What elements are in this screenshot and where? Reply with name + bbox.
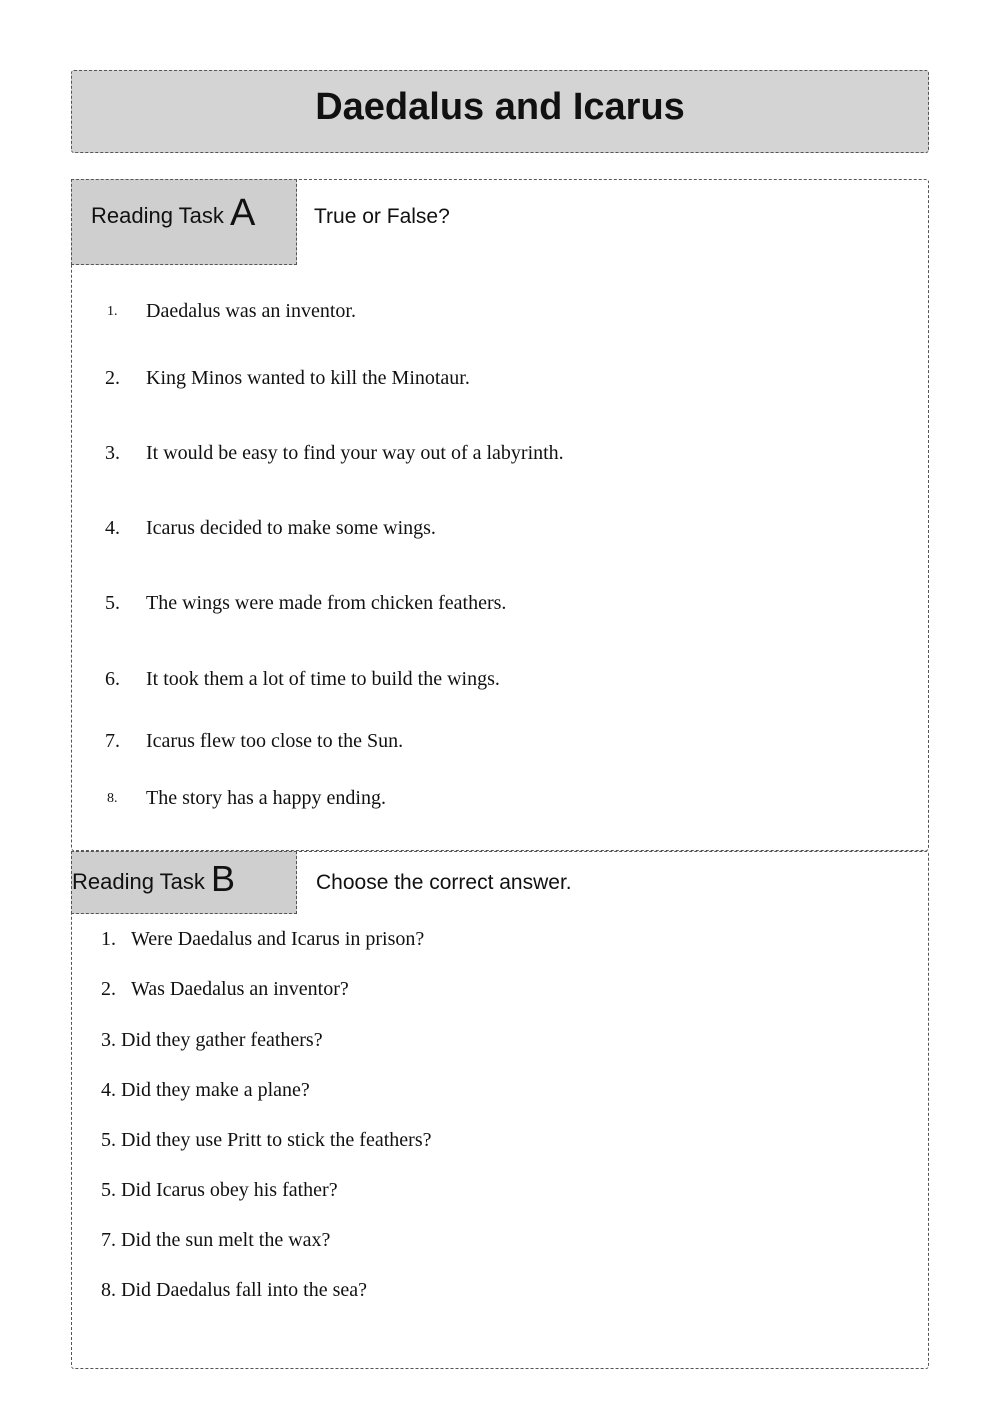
item-text: King Minos wanted to kill the Minotaur. <box>146 367 470 389</box>
list-item: 3. Did they gather feathers? <box>101 1029 323 1051</box>
item-text: It took them a lot of time to build the wings. <box>146 668 500 690</box>
item-text: Icarus decided to make some wings. <box>146 517 436 539</box>
item-text: Was Daedalus an inventor? <box>131 978 349 1000</box>
list-item: 5. Did Icarus obey his father? <box>101 1179 338 1201</box>
task-a-letter: A <box>230 192 256 234</box>
task-b-label: Reading Task <box>72 869 205 894</box>
item-number: 1. <box>101 928 116 950</box>
task-b-letter: B <box>211 858 236 899</box>
item-number: 4. <box>105 517 120 539</box>
list-item: 8. Did Daedalus fall into the sea? <box>101 1279 368 1301</box>
page-title: Daedalus and Icarus <box>315 86 685 128</box>
title-banner <box>71 70 929 153</box>
item-text: The story has a happy ending. <box>146 787 386 809</box>
item-number: 6. <box>105 668 120 690</box>
item-number: 8. <box>107 791 118 806</box>
item-number: 3. <box>105 442 120 464</box>
item-number: 7. <box>105 730 120 752</box>
task-a-tab <box>71 179 297 265</box>
item-number: 1. <box>107 304 118 319</box>
item-text: The wings were made from chicken feathers. <box>146 592 507 614</box>
item-text: Daedalus was an inventor. <box>146 300 356 322</box>
list-item: 7. Did the sun melt the wax? <box>101 1229 331 1251</box>
task-b-tab <box>71 851 297 914</box>
list-item: 5. Did they use Pritt to stick the feathers? <box>101 1129 432 1151</box>
task-b-instruction: Choose the correct answer. <box>316 871 572 894</box>
item-number: 2. <box>101 978 116 1000</box>
item-number: 2. <box>105 367 120 389</box>
item-text: Icarus flew too close to the Sun. <box>146 730 404 752</box>
task-a-instruction: True or False? <box>314 205 450 228</box>
item-text: It would be easy to find your way out of a labyrinth. <box>146 442 564 464</box>
item-number: 5. <box>105 592 120 614</box>
item-text: Were Daedalus and Icarus in prison? <box>131 928 425 950</box>
list-item: 4. Did they make a plane? <box>101 1079 310 1101</box>
task-a-label: Reading Task <box>91 203 224 228</box>
